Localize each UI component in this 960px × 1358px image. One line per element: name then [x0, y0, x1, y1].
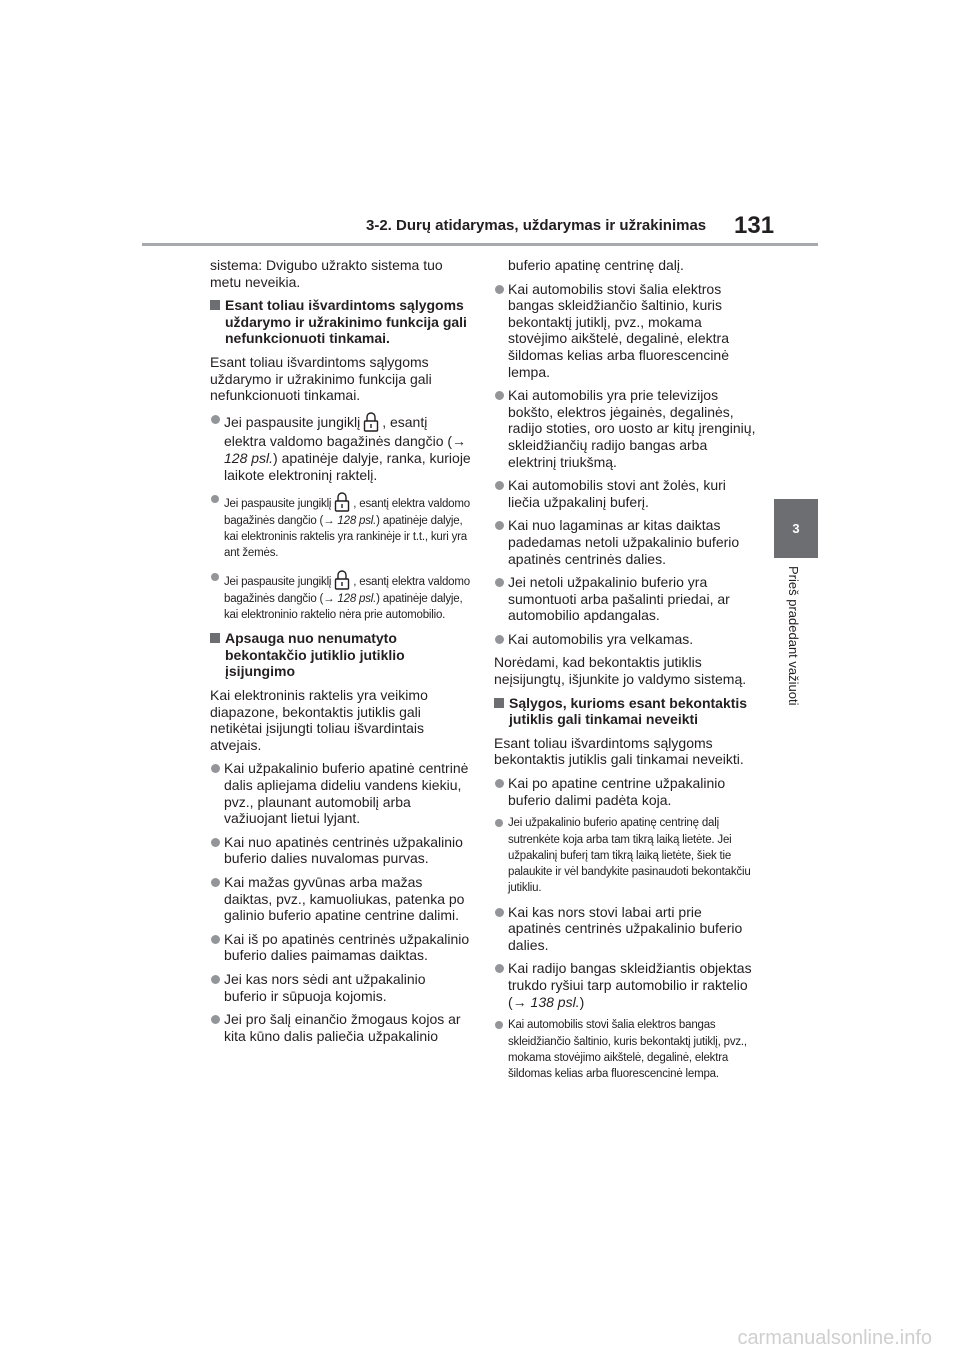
- item-text: ) apatinėje dalyje, kai elektroninis raktelis yra rankinėje ir t.t., kuri yra ant žemės.: [224, 514, 467, 560]
- item-text: Kai automobilis yra prie televizijos bokšto, elektros jėgainės, degalinės, radijo stoties, oro uosto ar kitų įrenginių, skleidžiančių radijo bangas arba elektrinį triukšmą.: [508, 387, 756, 470]
- list-item: [210, 1011, 472, 1044]
- list-item: [210, 760, 472, 826]
- chapter-title: Prieš pradedant važiuoti: [786, 566, 801, 706]
- circle-bullet-icon: [495, 779, 504, 788]
- circle-bullet-icon: [495, 391, 504, 400]
- circle-bullet-icon: [495, 521, 504, 530]
- paragraph: Norėdami, kad bekontaktis jutiklis neįsijungtų, išjunkite jo valdymo sistemą.: [494, 654, 747, 688]
- page-number: 131: [734, 212, 775, 239]
- item-text: Jei paspausite jungiklį: [224, 497, 332, 510]
- item-text: Kai kas nors stovi labai arti prie apatinės centrinės užpakalinio buferio dalies.: [508, 903, 743, 953]
- list-item: [494, 281, 756, 381]
- circle-bullet-icon: [211, 838, 220, 847]
- header-divider: [142, 243, 818, 246]
- item-text: Jei paspausite jungiklį: [224, 575, 332, 588]
- circle-bullet-icon: [211, 495, 219, 503]
- item-text: Kai iš po apatinės centrinės užpakalinio buferio dalies paimamas daiktas.: [224, 930, 470, 964]
- circle-bullet-icon: [211, 975, 220, 984]
- item-text: ) apatinėje dalyje, ranka, kurioje laikote elektroninį raktelį.: [224, 449, 471, 483]
- list-item: [494, 574, 756, 624]
- list-item: [494, 815, 756, 896]
- circle-bullet-icon: [211, 764, 220, 773]
- list-item: [210, 834, 472, 867]
- list-item: [210, 569, 472, 624]
- circle-bullet-icon: [495, 819, 503, 827]
- section-heading: [210, 630, 472, 680]
- list-item: [494, 387, 756, 470]
- page-ref: → 138 psl.: [512, 993, 580, 1010]
- paragraph: Esant toliau išvardintoms sąlygoms uždarymo ir užrakinimo funkcija gali nefunkcionuoti tinkamai.: [210, 353, 432, 404]
- list-item: [494, 1017, 756, 1082]
- heading-text: Sąlygos, kurioms esant bekontaktis jutiklis gali tinkamai neveikti: [509, 694, 748, 728]
- item-text: Kai užpakalinio buferio apatinė centrinė dalis apliejama dideliu vandens kiekiu, pvz., plaunant automobilį arba važiuojant lietui lyjant.: [224, 760, 469, 827]
- item-text: Kai po apatine centrine užpakalinio buferio dalimi padėta koja.: [508, 775, 726, 808]
- list-item: [494, 775, 756, 808]
- item-text: , esantį elektra valdomo bagažinės dangčio (: [224, 497, 470, 527]
- intro-text: sistema: Dvigubo užrakto sistema tuo metu neveikia.: [210, 257, 443, 290]
- circle-bullet-icon: [495, 285, 504, 294]
- continued-text: buferio apatinę centrinę dalį.: [508, 257, 684, 273]
- list-item: [210, 874, 472, 924]
- circle-bullet-icon: [495, 481, 504, 490]
- heading-text: Apsauga nuo nenumatyto bekontakčio jutiklio jutiklio įsijungimo: [225, 630, 405, 680]
- paragraph: Kai elektroninis raktelis yra veikimo diapazone, bekontaktis jutiklis gali netikėtai įsijungti toliau išvardintais atvejais.: [210, 687, 428, 753]
- list-item: [210, 411, 472, 484]
- section-heading: [210, 297, 472, 347]
- item-text: Kai mažas gyvūnas arba mažas daiktas, pvz., kamuoliukas, patenka po galinio buferio apatine centrine dalimi.: [224, 873, 465, 924]
- list-item: [210, 971, 472, 1004]
- section-title: 3-2. Durų atidarymas, uždarymas ir užrakinimas: [366, 217, 707, 234]
- circle-bullet-icon: [495, 578, 504, 587]
- item-text: Kai automobilis stovi šalia elektros bangas skleidžiančio šaltinio, kuris bekontaktį jutiklį, pvz., mokama stovėjimo aikštelė, degalinė, elektra šildomas kelias arba fluorescencinė lempa.: [508, 280, 730, 380]
- list-item: [494, 904, 756, 954]
- watermark: carmanualsonline.info: [737, 1327, 932, 1349]
- item-text: Kai automobilis yra velkamas.: [508, 630, 694, 647]
- list-item: [494, 631, 756, 648]
- item-text: , esantį elektra valdomo bagažinės dangčio (: [224, 575, 470, 605]
- item-text: Kai automobilis stovi ant žolės, kuri liečia užpakalinį buferį.: [508, 477, 726, 510]
- item-text: Kai nuo apatinės centrinės užpakalinio buferio dalies nuvalomas purvas.: [224, 833, 463, 867]
- paragraph: Esant toliau išvardintoms sąlygoms bekontaktis jutiklis gali tinkamai neveikti.: [494, 734, 744, 768]
- list-item: [494, 477, 756, 510]
- lock-switch-icon: [334, 569, 350, 591]
- square-marker-icon: [210, 633, 220, 643]
- item-text: Jei užpakalinio buferio apatinę centrinę dalį sutrenkėte koja arba tam tikrą laiką lietėte. Jei užpakalinį buferį tam tikrą laiką lietėte, šiek tie palaukite ir vėl bandykite pasinaudoti bekontakčiu jutikliu.: [508, 817, 751, 895]
- item-text: Jei netoli užpakalinio buferio yra sumontuoti arba pašalinti priedai, ar automobilio apdangalas.: [508, 574, 730, 624]
- item-text: Jei pro šalį einančio žmogaus kojos ar kita kūno dalis paliečia užpakalinio: [224, 1011, 461, 1044]
- circle-bullet-icon: [211, 878, 220, 887]
- circle-bullet-icon: [495, 964, 504, 973]
- circle-bullet-icon: [211, 573, 219, 581]
- lock-switch-icon: [363, 411, 379, 433]
- item-text: , esantį elektra valdomo bagažinės dangčio (: [224, 413, 453, 449]
- circle-bullet-icon: [495, 635, 504, 644]
- circle-bullet-icon: [495, 908, 504, 917]
- circle-bullet-icon: [211, 1015, 220, 1024]
- right-column: [494, 257, 756, 1089]
- list-item: [210, 931, 472, 964]
- heading-text: Esant toliau išvardintoms sąlygoms uždarymo ir užrakinimo funkcija gali nefunkcionuoti tinkamai.: [225, 297, 467, 347]
- page-ref: → 128 psl.: [323, 514, 377, 527]
- item-text: Kai nuo lagaminas ar kitas daiktas padedamas netoli užpakalinio buferio apatinės centrinės dalies.: [508, 517, 740, 567]
- square-marker-icon: [210, 300, 220, 310]
- item-text: Kai radijo bangas skleidžiantis objektas trukdo ryšiui tarp automobilio ir raktelio (: [508, 960, 752, 1010]
- square-marker-icon: [494, 698, 504, 708]
- page-ref: → 128 psl.: [323, 592, 377, 605]
- list-item: [494, 517, 756, 567]
- chapter-number: 3: [792, 521, 800, 536]
- circle-bullet-icon: [495, 1021, 503, 1029]
- list-item: [210, 491, 472, 562]
- circle-bullet-icon: [211, 935, 220, 944]
- page-ref: → 128 psl.: [224, 432, 467, 466]
- item-text: Kai automobilis stovi šalia elektros bangas skleidžiančio šaltinio, kuris bekontaktį jutiklį, pvz., mokama stovėjimo aikštelė, degalinė, elektra šildomas kelias arba fluorescencinė lempa.: [508, 1019, 747, 1081]
- left-column: [210, 257, 472, 1051]
- circle-bullet-icon: [211, 415, 220, 424]
- section-heading: [494, 695, 756, 728]
- item-text: Jei kas nors sėdi ant užpakalinio buferio ir sūpuoja kojomis.: [224, 970, 426, 1004]
- item-text: Jei paspausite jungiklį: [224, 413, 361, 430]
- list-item: [494, 960, 756, 1010]
- item-text: ) apatinėje dalyje, kai elektroninio raktelio nėra prie automobilio.: [224, 592, 463, 621]
- item-text: ): [579, 993, 585, 1010]
- lock-switch-icon: [334, 491, 350, 513]
- chapter-tab: [774, 499, 818, 558]
